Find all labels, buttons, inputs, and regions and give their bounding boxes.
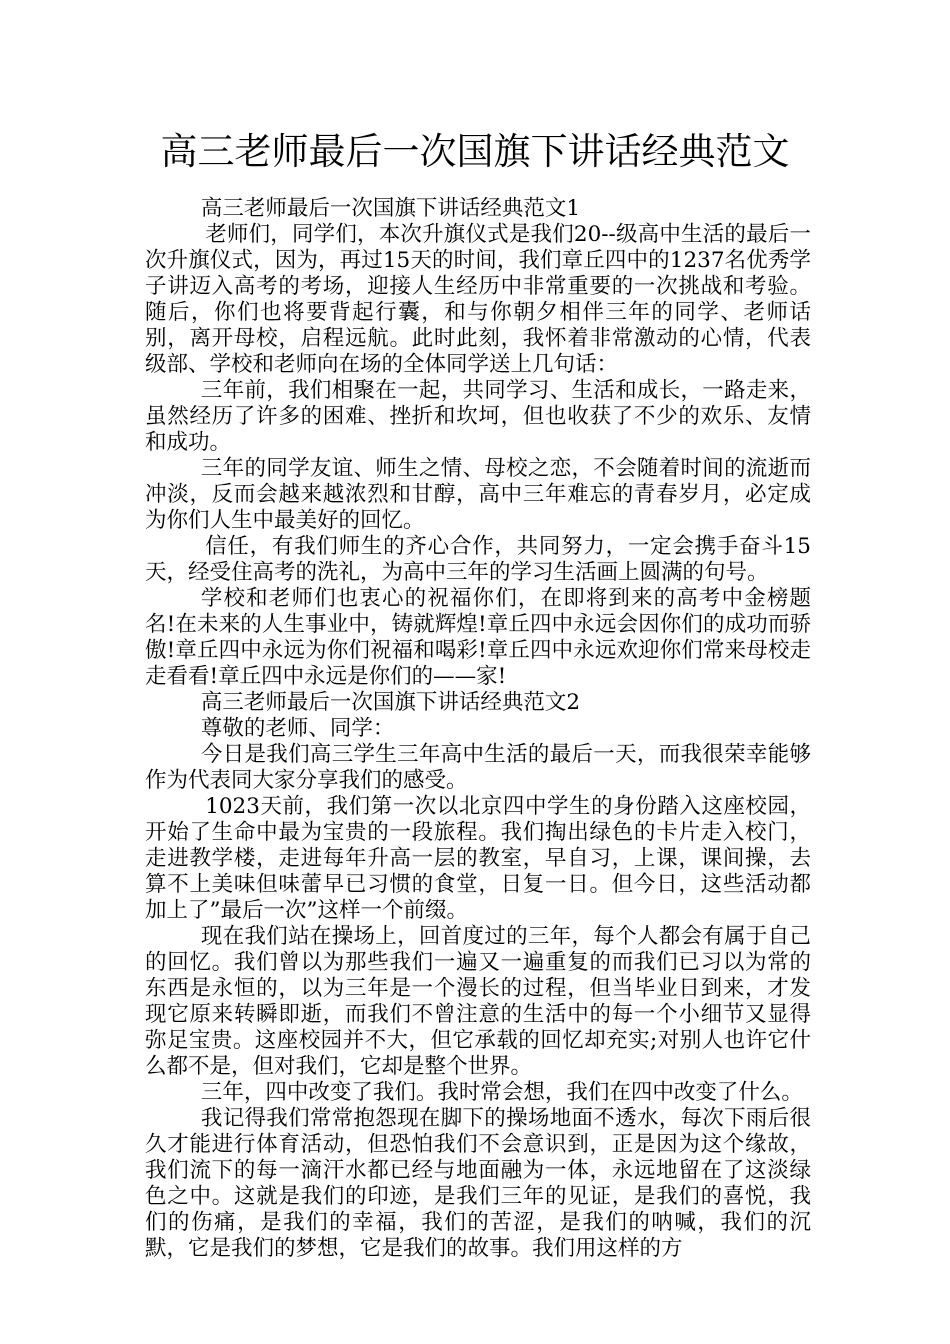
paragraph: 现在我们站在操场上，回首度过的三年，每个人都会有属于自己的回忆。我们曾以为那些我们一遍又一遍重复的而我们已习以为常的东西是永恒的，以为三年是一个漫长的过程，但当毕业日到来，才发现它原来转瞬即逝，而我们不曾注意的生活中的每一个小细节又显得弥足宝贵。这座校园并不大，但它承载的回忆却充实;对别人也许它什么都不是，但对我们，它却是整个世界。 [145, 924, 811, 1079]
paragraph: 三年前，我们相聚在一起，共同学习、生活和成长，一路走来，虽然经历了许多的困难、挫折和坎坷，但也收获了不少的欢乐、友情和成功。 [145, 378, 811, 455]
paragraph: 老师们，同学们，本次升旗仪式是我们20--级高中生活的最后一次升旗仪式，因为，再过15天的时间，我们章丘四中的1237名优秀学子讲迈入高考的考场，迎接人生经历中非常重要的一次挑战和考验。随后，你们也将要背起行囊，和与你朝夕相伴三年的同学、老师话别，离开母校，启程远航。此时此刻，我怀着非常激动的心情，代表级部、学校和老师向在场的全体同学送上几句话： [145, 222, 811, 377]
section-heading-1: 高三老师最后一次国旗下讲话经典范文1 [200, 196, 581, 221]
paragraph: 三年的同学友谊、师生之情、母校之恋，不会随着时间的流逝而冲淡，反而会越来越浓烈和甘醇，高中三年难忘的青春岁月，必定成为你们人生中最美好的回忆。 [145, 456, 811, 533]
section-heading-2: 高三老师最后一次国旗下讲话经典范文2 [200, 690, 581, 715]
paragraph: 今日是我们高三学生三年高中生活的最后一天，而我很荣幸能够作为代表同大家分享我们的感受。 [145, 742, 811, 793]
salutation: 尊敬的老师、同学： [200, 716, 395, 741]
document-title: 高三老师最后一次国旗下讲话经典范文 [160, 130, 790, 173]
paragraph: 学校和老师们也衷心的祝福你们，在即将到来的高考中金榜题名!在未来的人生事业中，铸就辉煌!章丘四中永远会因你们的成功而骄傲!章丘四中永远为你们祝福和喝彩!章丘四中永远欢迎你们常来母校走走看看!章丘四中永远是你们的——家! [145, 586, 811, 689]
paragraph: 信任，有我们师生的齐心合作，共同努力，一定会携手奋斗15天，经受住高考的洗礼，为高中三年的学习生活画上圆满的句号。 [145, 534, 811, 585]
document-body [145, 196, 811, 1262]
paragraph: 1023天前，我们第一次以北京四中学生的身份踏入这座校园，开始了生命中最为宝贵的一段旅程。我们掏出绿色的卡片走入校门，走进教学楼，走进每年升高一层的教室，早自习，上课，课间操，去算不上美味但味蕾早已习惯的食堂，日复一日。但今日，这些活动都加上了”最后一次”这样一个前缀。 [145, 794, 811, 923]
paragraph: 我记得我们常常抱怨现在脚下的操场地面不透水，每次下雨后很久才能进行体育活动，但恐怕我们不会意识到，正是因为这个缘故，我们流下的每一滴汗水都已经与地面融为一体，永远地留在了这淡绿色之中。这就是我们的印迹，是我们三年的见证，是我们的喜悦，我们的伤痛，是我们的幸福，我们的苦涩，是我们的呐喊，我们的沉默，它是我们的梦想，它是我们的故事。我们用这样的方 [145, 1106, 811, 1261]
paragraph: 三年，四中改变了我们。我时常会想，我们在四中改变了什么。 [200, 1080, 803, 1105]
